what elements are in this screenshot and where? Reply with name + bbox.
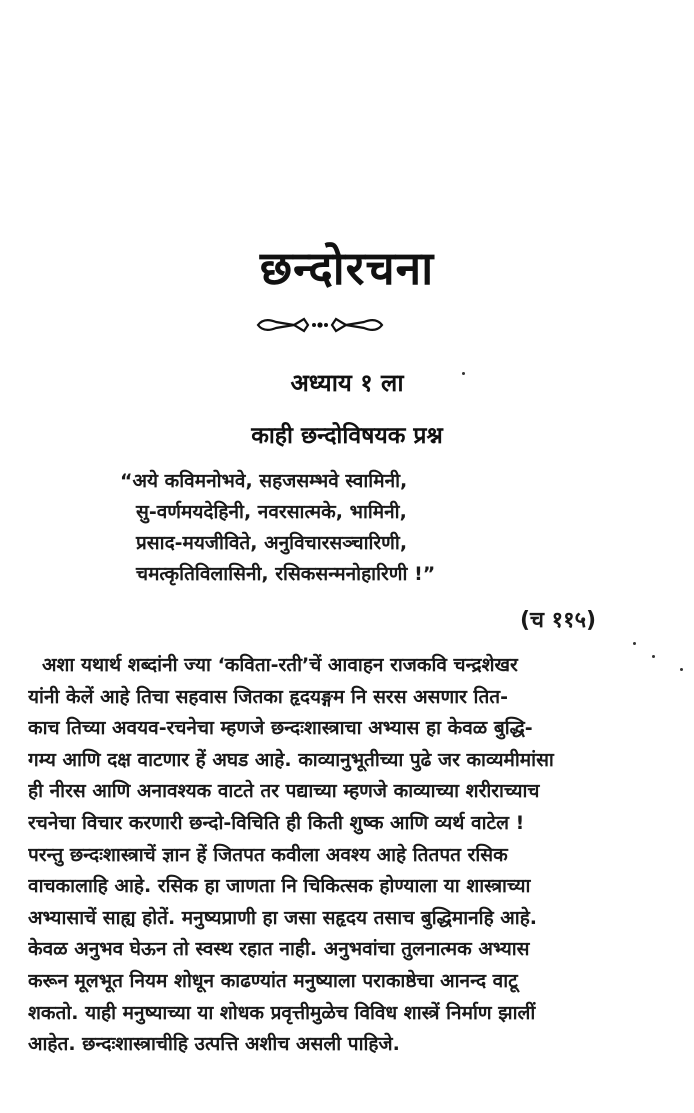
paragraph-line: ही नीरस आणि अनावश्यक वाटते तर पद्याच्या म्हणजे काव्याच्या शरीराच्याच [28,780,540,803]
print-speck [633,642,636,645]
print-speck [680,668,683,671]
chapter-title: काही छन्दोविषयक प्रश्न [251,423,443,449]
paragraph-line: गम्य आणि दक्ष वाटणार हें अघड आहे. काव्यानुभूतीच्या पुढे जर काव्यमीमांसा [28,748,554,771]
verse-reference: (च ११५) [520,608,597,633]
paragraph-line: करून मूलभूत नियम शोधून काढण्यांत मनुष्याला पराकाष्ठेचा आनन्द वाटू [28,969,518,992]
paragraph-line: शकतो. याही मनुष्याच्या या शोधक प्रवृत्तीमुळेच विविध शास्त्रें निर्माण झालीं [28,1001,536,1024]
chapter-heading: अध्याय १ ला [290,369,404,397]
verse-line: चमत्कृतिविलासिनी, रसिकसन्मनोहारिणी !” [136,563,436,585]
verse-line: सु-वर्णमयदेहिनी, नवरसात्मके, भामिनी, [136,501,407,523]
ornament-divider-icon [254,314,386,336]
paragraph-line: आहेत. छन्दःशास्त्राचीहि उत्पत्ति अशीच असली पाहिजे. [28,1033,400,1056]
paragraph-line: अभ्यासाचें साह्य होतें. मनुष्यप्राणी हा जसा सहृदय तसाच बुद्धिमानहि आहे. [28,906,538,929]
print-speck [462,372,465,375]
paragraph-line: केवळ अनुभव घेऊन तो स्वस्थ रहात नाही. अनुभवांचा तुलनात्मक अभ्यास [28,938,530,961]
epigraph-verse [120,466,640,590]
page-title: छन्दोरचना [259,241,435,295]
paragraph-line: काच तिच्या अवयव-रचनेचा म्हणजे छन्दःशास्त्राचा अभ्यास हा केवळ बुद्धि- [28,717,533,740]
verse-line: प्रसाद-मयजीविते, अनुविचारसञ्चारिणी, [136,532,408,554]
verse-line: “अये कविमनोभवे, सहजसम्भवे स्वामिनी, [120,470,408,492]
paragraph-line: अशा यथार्थ शब्दांनी ज्या ‘कविता-रती’चें आवाहन राजकवि चन्द्रशेखर [42,654,518,676]
paragraph-line: परन्तु छन्दःशास्त्राचें ज्ञान हें जितपत कवीला अवश्य आहे तितपत रसिक [28,843,508,866]
body-paragraph [28,650,664,1061]
paragraph-line: यांनी केलें आहे तिचा सहवास जितका हृदयङ्गम नि सरस असणार तित- [28,685,509,708]
paragraph-line: रचनेचा विचार करणारी छन्दो-विचिति ही किती शुष्क आणि व्यर्थ वाटेल ! [28,811,525,834]
paragraph-line: वाचकालाहि आहे. रसिक हा जाणता नि चिकित्सक होण्याला या शास्त्राच्या [28,875,531,898]
